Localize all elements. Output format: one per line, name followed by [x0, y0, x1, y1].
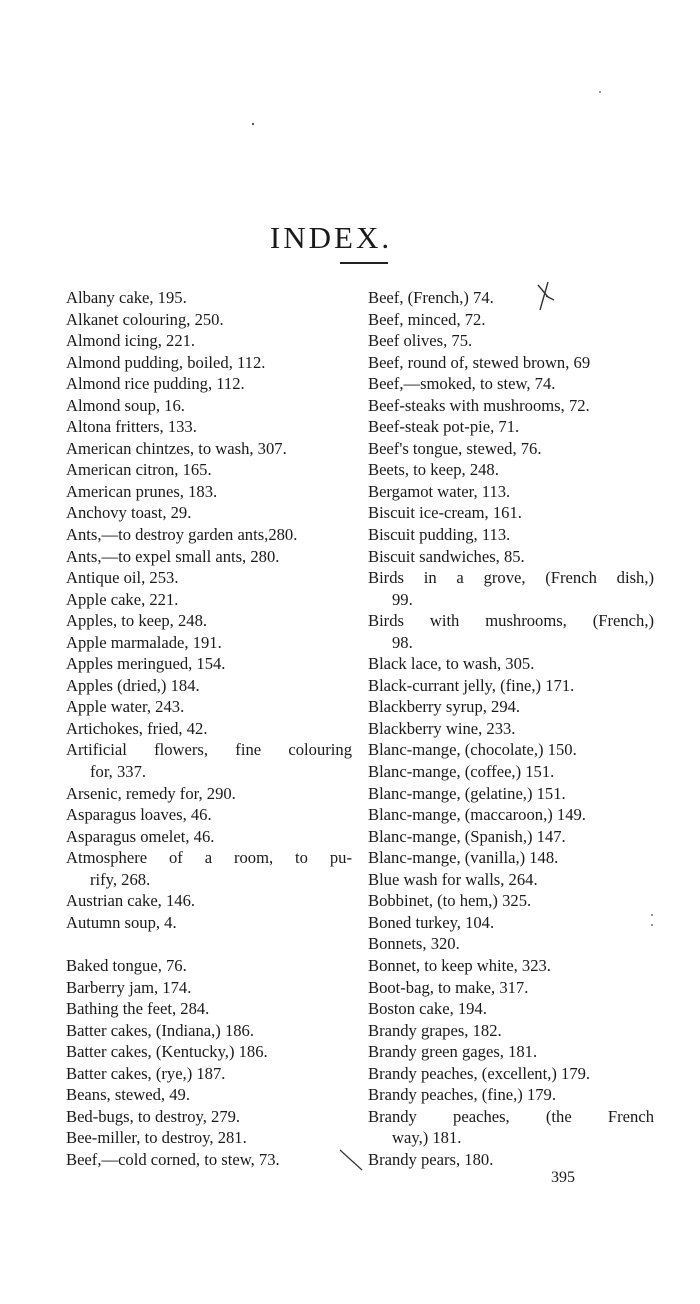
index-entry-text: Blackberry syrup, 294.: [368, 697, 521, 717]
index-entry-text: Beets, to keep, 248.: [368, 460, 499, 480]
index-entry-text: Biscuit pudding, 113.: [368, 525, 511, 545]
index-entry-text: Beef,—smoked, to stew, 74.: [368, 374, 556, 394]
index-entry-text: Asparagus omelet, 46.: [66, 826, 215, 846]
index-entry-text: Apple water, 243.: [66, 697, 185, 717]
index-entry-text: Antique oil, 253.: [66, 568, 179, 588]
index-entry-text: Almond pudding, boiled, 112.: [66, 352, 266, 372]
index-entry-text: Biscuit sandwiches, 85.: [368, 546, 525, 566]
index-entry-text: Beef-steaks with mushrooms, 72.: [368, 395, 590, 415]
index-entry-continuation: rify, 268.: [90, 869, 151, 889]
index-entry-text: Blanc-mange, (Spanish,) 147.: [368, 826, 566, 846]
index-entry-text: Beef-steak pot-pie, 71.: [368, 417, 520, 437]
speck-icon: [651, 924, 653, 926]
pencil-x-mark-icon: [538, 282, 554, 310]
index-entry-text: Almond soup, 16.: [66, 395, 185, 415]
index-entry-text: Ants,—to destroy garden ants,280.: [66, 525, 298, 545]
speck-icon: [252, 123, 254, 125]
index-entry-text: Brandy pears, 180.: [368, 1149, 494, 1169]
index-entry-text: Blue wash for walls, 264.: [368, 869, 538, 889]
index-entry-text: Almond rice pudding, 112.: [66, 374, 245, 394]
index-entry-text: Beef olives, 75.: [368, 331, 473, 351]
index-entry-text: Austrian cake, 146.: [66, 891, 196, 911]
index-entry-text: Batter cakes, (rye,) 187.: [66, 1063, 226, 1083]
index-entry-text: Apples (dried,) 184.: [66, 675, 200, 695]
index-entry-text: Altona fritters, 133.: [66, 417, 197, 437]
speck-icon: [651, 914, 653, 916]
index-entry-text: Blackberry wine, 233.: [368, 718, 516, 738]
index-entry-continuation: 99.: [392, 589, 413, 609]
index-entry-text: Beef, minced, 72.: [368, 309, 486, 329]
index-entry-text: Beef,—cold corned, to stew, 73.: [66, 1149, 280, 1169]
index-entry-text: Artichokes, fried, 42.: [66, 718, 208, 738]
speck-icon: [599, 91, 601, 93]
index-entry-text: Bonnet, to keep white, 323.: [368, 955, 551, 975]
index-entry-text: Anchovy toast, 29.: [66, 503, 192, 523]
index-entry-text: Alkanet colouring, 250.: [66, 309, 224, 329]
index-entry-text: Beef, round of, stewed brown, 69: [368, 352, 591, 372]
index-entry-text: Beef, (French,) 74.: [368, 288, 494, 307]
index-entry-continuation: 98.: [392, 632, 413, 652]
index-entry-text: Black-currant jelly, (fine,) 171.: [368, 675, 575, 695]
index-entry-text: Blanc-mange, (vanilla,) 148.: [368, 848, 559, 868]
index-entry-text: Boned turkey, 104.: [368, 912, 495, 932]
page-number: 395: [551, 1169, 575, 1186]
index-entry-text: Bobbinet, (to hem,) 325.: [368, 891, 532, 911]
index-entry-text: Bonnets, 320.: [368, 934, 460, 954]
index-entry-text: Asparagus loaves, 46.: [66, 805, 212, 825]
pencil-slash-mark-icon: [340, 1150, 362, 1170]
index-entry-text: Boston cake, 194.: [368, 999, 487, 1019]
index-entry-text: American prunes, 183.: [66, 481, 218, 501]
index-entry-text: Beef's tongue, stewed, 76.: [368, 438, 542, 458]
index-entry-text: Beans, stewed, 49.: [66, 1085, 190, 1105]
index-entry-text: Blanc-mange, (maccaroon,) 149.: [368, 805, 586, 825]
index-entry-text: Brandy peaches, (fine,) 179.: [368, 1085, 556, 1105]
index-entry-text: Bee-miller, to destroy, 281.: [66, 1128, 247, 1148]
index-entry-continuation: for, 337.: [90, 762, 147, 782]
index-entry-text: Apple marmalade, 191.: [66, 632, 222, 652]
index-entry-text: Birds in a grove, (French dish,): [368, 568, 654, 588]
index-entry-text: Albany cake, 195.: [66, 288, 187, 307]
index-entry-text: Apples, to keep, 248.: [66, 611, 208, 631]
index-entry-text: Blanc-mange, (coffee,) 151.: [368, 762, 555, 782]
index-entry-text: Apple cake, 221.: [66, 589, 179, 609]
index-entry-text: Birds with mushrooms, (French,): [368, 611, 654, 631]
index-entry-text: Blanc-mange, (gelatine,) 151.: [368, 783, 566, 803]
index-entry-text: Brandy green gages, 181.: [368, 1042, 538, 1062]
index-entry-text: Arsenic, remedy for, 290.: [66, 783, 236, 803]
page-title: INDEX.: [269, 220, 393, 255]
index-entry-text: Bed-bugs, to destroy, 279.: [66, 1106, 241, 1126]
index-entry-text: Boot-bag, to make, 317.: [368, 977, 529, 997]
index-entry-text: Batter cakes, (Kentucky,) 186.: [66, 1042, 268, 1062]
index-entry-text: Ants,—to expel small ants, 280.: [66, 546, 280, 566]
index-entry-text: Bergamot water, 113.: [368, 481, 511, 501]
index-entry-text: American citron, 165.: [66, 460, 212, 480]
index-entry-text: Biscuit ice-cream, 161.: [368, 503, 522, 523]
index-entry-text: Atmosphere of a room, to pu-: [66, 848, 352, 868]
index-entry-text: Brandy peaches, (excellent,) 179.: [368, 1063, 591, 1083]
index-entry-text: Brandy peaches, (the French: [368, 1106, 654, 1126]
index-entry-text: Black lace, to wash, 305.: [368, 654, 535, 674]
index-entry-continuation: way,) 181.: [392, 1128, 462, 1148]
index-entry-text: Autumn soup, 4.: [66, 912, 177, 932]
index-entry-text: Barberry jam, 174.: [66, 977, 192, 997]
index-entry-text: Blanc-mange, (chocolate,) 150.: [368, 740, 577, 760]
index-entry-text: Apples meringued, 154.: [66, 654, 226, 674]
index-entry-text: Batter cakes, (Indiana,) 186.: [66, 1020, 254, 1040]
index-entry-text: Brandy grapes, 182.: [368, 1020, 502, 1040]
index-entry-text: Bathing the feet, 284.: [66, 999, 210, 1019]
index-entry-text: American chintzes, to wash, 307.: [66, 438, 287, 458]
index-entry-text: Baked tongue, 76.: [66, 955, 187, 975]
index-entry-text: Artificial flowers, fine colouring: [66, 740, 352, 760]
index-entry-text: Almond icing, 221.: [66, 331, 196, 351]
